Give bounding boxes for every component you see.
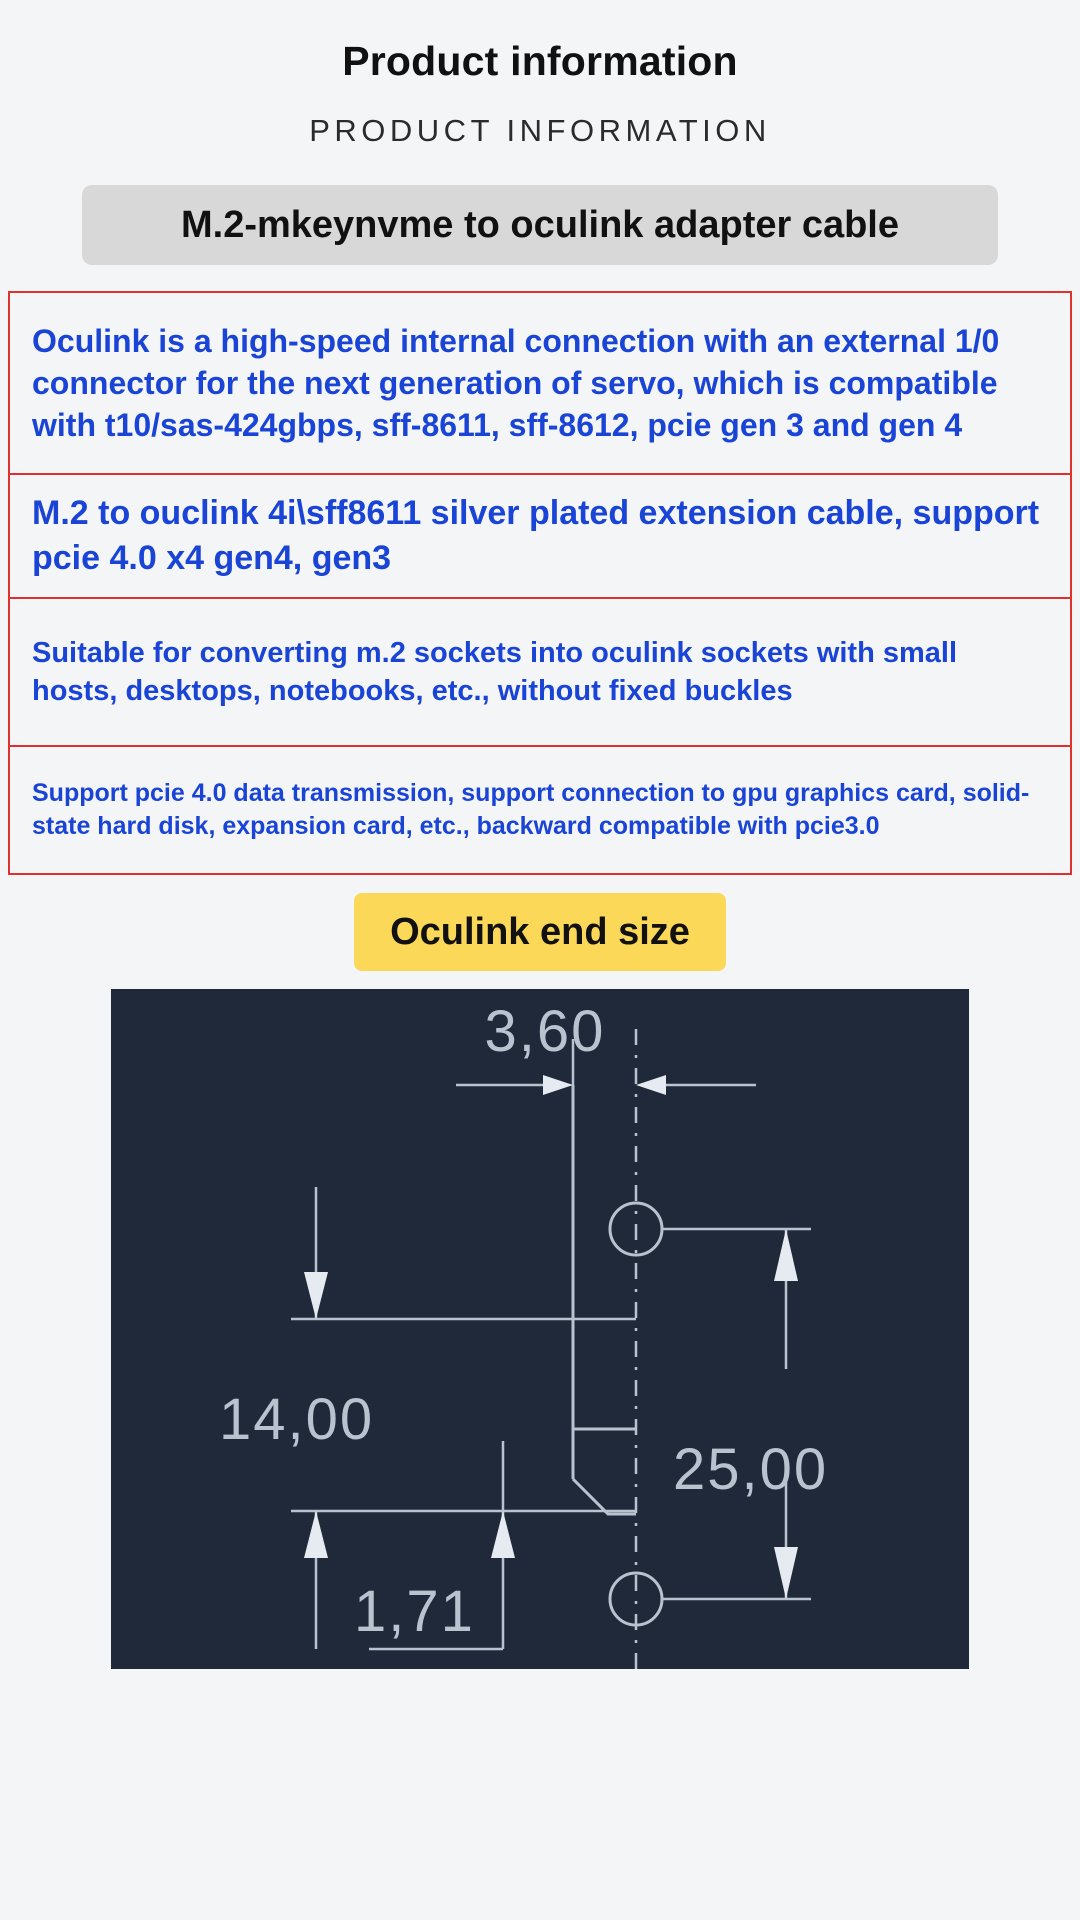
arrowhead (304, 1511, 328, 1558)
section-banner-label: Oculink end size (390, 910, 690, 953)
feature-text: Support pcie 4.0 data transmission, support connection to gpu graphics card, solid-state hard disk, expansion card, etc., backward compatible with pcie3.0 (32, 779, 1030, 840)
arrowhead (491, 1511, 515, 1558)
arrowhead (774, 1547, 798, 1599)
dimension-label-right: 25,00 (673, 1437, 829, 1502)
page-subtitle: PRODUCT INFORMATION (309, 113, 771, 148)
list-item (10, 475, 1070, 599)
product-name-banner (82, 185, 998, 265)
product-name-label: M.2-mkeynvme to oculink adapter cable (180, 203, 899, 246)
section-banner-oculink-end-size (354, 893, 726, 971)
outline-chamfer (573, 1479, 636, 1514)
arrowhead (304, 1272, 328, 1319)
feature-list (8, 291, 1072, 875)
arrowhead (774, 1229, 798, 1281)
arrowhead (636, 1075, 666, 1095)
list-item (10, 599, 1070, 747)
drawing-canvas (111, 989, 969, 1669)
feature-text: M.2 to ouclink 4i\sff8611 silver plated extension cable, support pcie 4.0 x4 gen4, gen3 (32, 494, 1040, 577)
dimension-label-top: 3,60 (484, 999, 606, 1064)
page-title: Product information (342, 38, 738, 84)
list-item (10, 747, 1070, 875)
technical-drawing (111, 989, 969, 1669)
outline-left-edge (573, 1085, 636, 1429)
dimension-label-left: 14,00 (219, 1387, 375, 1452)
arrowhead (543, 1075, 573, 1095)
dimension-label-bottom: 1,71 (354, 1579, 475, 1644)
feature-text: Oculink is a high-speed internal connection with an external 1/0 connector for the next generation of servo, which is compatible with t10/sas-424gbps, sff-8611, sff-8612, pcie gen 3 and gen 4 (32, 322, 1000, 444)
feature-text: Suitable for converting m.2 sockets into oculink sockets with small hosts, desktops, notebooks, etc., without fixed buckles (32, 636, 958, 707)
list-item (10, 293, 1070, 475)
